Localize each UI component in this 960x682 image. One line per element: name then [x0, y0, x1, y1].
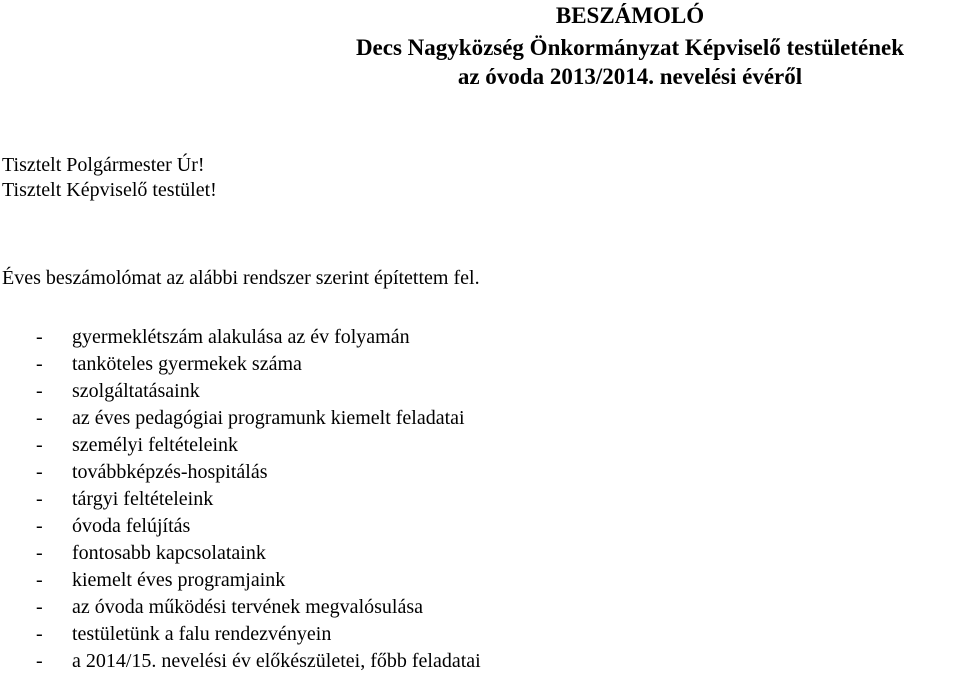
list-item: [0, 540, 481, 567]
list-item: [0, 432, 481, 459]
bullet-dash: -: [36, 650, 43, 672]
list-item-text: fontosabb kapcsolataink: [72, 542, 266, 564]
greeting-council: Tisztelt Képviselő testület!: [2, 179, 217, 201]
bullet-dash: -: [36, 407, 43, 429]
list-item-text: gyermeklétszám alakulása az év folyamán: [72, 326, 410, 348]
list-item-text: testületünk a falu rendezvényein: [72, 623, 332, 645]
bullet-dash: -: [36, 461, 43, 483]
list-item: [0, 621, 481, 648]
list-item: [0, 594, 481, 621]
intro-sentence: Éves beszámolómat az alábbi rendszer szerint építettem fel.: [2, 267, 480, 289]
list-item-text: kiemelt éves programjaink: [72, 569, 286, 591]
bullet-dash: -: [36, 569, 43, 591]
list-item-text: óvoda felújítás: [72, 515, 191, 537]
bullet-dash: -: [36, 353, 43, 375]
list-item: [0, 378, 481, 405]
list-item-text: a 2014/15. nevelési év előkészületei, főbb feladatai: [72, 650, 481, 672]
list-item: [0, 324, 481, 351]
bullet-dash: -: [36, 542, 43, 564]
bullet-dash: -: [36, 488, 43, 510]
bullet-dash: -: [36, 434, 43, 456]
list-item-text: az óvoda működési tervének megvalósulása: [72, 596, 423, 618]
topic-list: [0, 324, 481, 675]
list-item: [0, 405, 481, 432]
document-title: BESZÁMOLÓ: [555, 3, 705, 28]
list-item-text: az éves pedagógiai programunk kiemelt feladatai: [72, 407, 465, 429]
list-item: [0, 567, 481, 594]
list-item: [0, 459, 481, 486]
bullet-dash: -: [36, 326, 43, 348]
list-item-text: tanköteles gyermekek száma: [72, 353, 302, 375]
greeting-mayor: Tisztelt Polgármester Úr!: [2, 154, 205, 176]
bullet-dash: -: [36, 515, 43, 537]
list-item: [0, 513, 481, 540]
list-item-text: személyi feltételeink: [72, 434, 239, 456]
list-item: [0, 351, 481, 378]
bullet-dash: -: [36, 623, 43, 645]
list-item-text: szolgáltatásaink: [72, 380, 200, 402]
list-item-text: továbbképzés-hospitálás: [72, 461, 268, 483]
document-subtitle-line2: az óvoda 2013/2014. nevelési évéről: [457, 64, 803, 89]
document-subtitle-line1: Decs Nagyközség Önkormányzat Képviselő testületének: [355, 35, 905, 60]
list-item-text: tárgyi feltételeink: [72, 488, 214, 510]
bullet-dash: -: [36, 380, 43, 402]
bullet-dash: -: [36, 596, 43, 618]
list-item: [0, 648, 481, 675]
list-item: [0, 486, 481, 513]
